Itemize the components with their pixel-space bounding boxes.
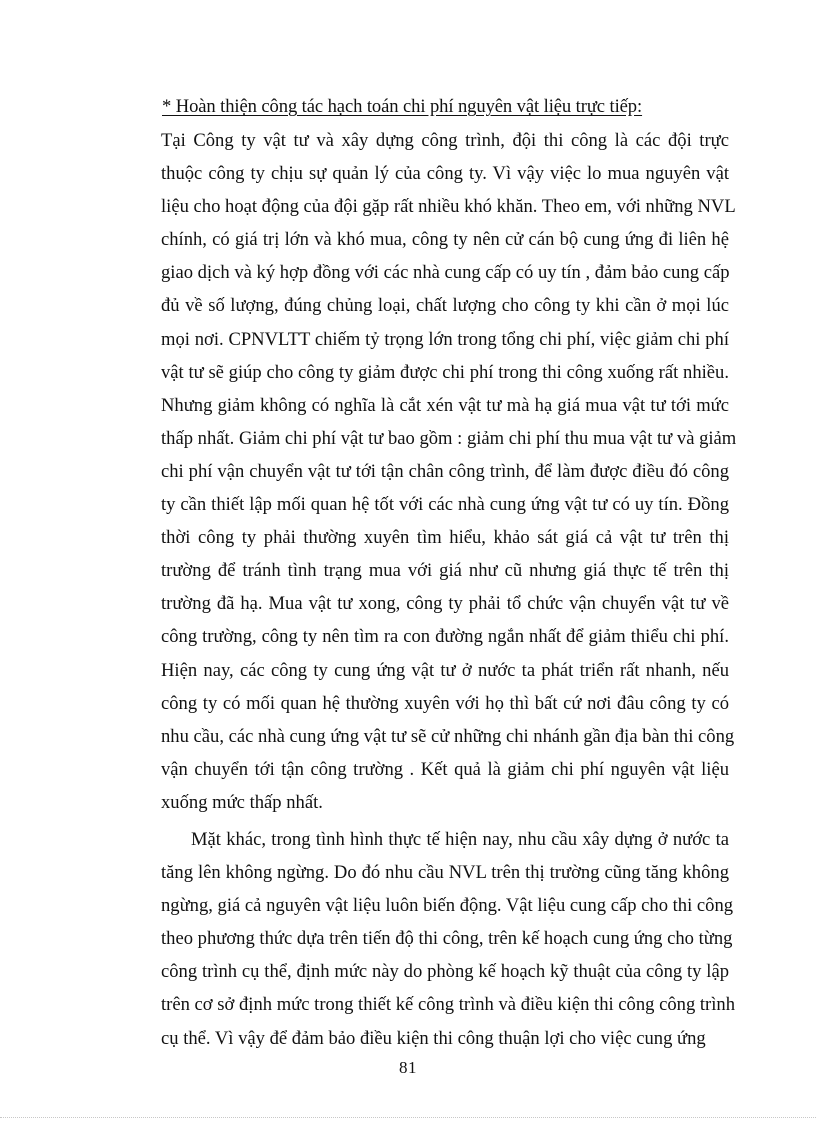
paragraph-line: thấp nhất. Giảm chi phí vật tư bao gồm : giảm chi phí thu mua vật tư và giảm <box>161 427 737 449</box>
paragraph-line: xuống mức thấp nhất. <box>161 791 323 813</box>
paragraph-line: thời công ty phải thường xuyên tìm hiểu, khảo sát giá cả vật tư trên thị <box>161 527 729 549</box>
paragraph-line: trường đã hạ. Mua vật tư xong, công ty phải tổ chức vận chuyển vật tư về <box>161 593 729 615</box>
paragraph-line: chi phí vận chuyển vật tư tới tận chân công trình, để làm được điều đó công <box>161 460 729 482</box>
paragraph-line: mọi nơi. CPNVLTT chiếm tỷ trọng lớn trong tổng chi phí, việc giảm chi phí <box>161 328 729 350</box>
paragraph-1 <box>161 124 737 819</box>
paragraph-line: công trường, công ty nên tìm ra con đường ngắn nhất để giảm thiểu chi phí. <box>161 626 729 648</box>
paragraph-line: tăng lên không ngừng. Do đó nhu cầu NVL trên thị trường cũng tăng không <box>161 862 729 884</box>
paragraph-line: ty cần thiết lập mối quan hệ tốt với các nhà cung ứng vật tư có uy tín. Đồng <box>161 494 729 516</box>
paragraph-line: cụ thể. Vì vậy để đảm bảo điều kiện thi công thuận lợi cho việc cung ứng <box>161 1027 706 1049</box>
paragraph-line: đủ về số lượng, đúng chủng loại, chất lượng cho công ty khi cần ở mọi lúc <box>161 295 729 317</box>
paragraph-line: trường để tránh tình trạng mua với giá như cũ nhưng giá thực tế trên thị <box>161 560 729 582</box>
paragraph-line: Nhưng giảm không có nghĩa là cắt xén vật tư mà hạ giá mua vật tư tới mức <box>161 394 729 416</box>
paragraph-line: ngừng, giá cả nguyên vật liệu luôn biến động. Vật liệu cung cấp cho thi công <box>161 895 734 917</box>
paragraph-line: Tại Công ty vật tư và xây dựng công trình, đội thi công là các đội trực <box>161 130 729 151</box>
paragraph-2 <box>161 823 736 1055</box>
paragraph-line: vận chuyển tới tận công trường . Kết quả là giảm chi phí nguyên vật liệu <box>161 758 729 780</box>
page-bottom-border <box>0 1117 816 1118</box>
page-number: 81 <box>399 1058 417 1077</box>
paragraph-line: Hiện nay, các công ty cung ứng vật tư ở nước ta phát triển rất nhanh, nếu <box>161 659 729 681</box>
paragraph-line: trên cơ sở định mức trong thiết kế công trình và điều kiện thi công công trình <box>161 994 736 1016</box>
paragraph-line: công ty có mối quan hệ thường xuyên với họ thì bất cứ nơi đâu công ty có <box>161 692 729 714</box>
section-heading: * Hoàn thiện công tác hạch toán chi phí nguyên vật liệu trực tiếp: <box>162 96 643 117</box>
paragraph-line: theo phương thức dựa trên tiến độ thi công, trên kế hoạch cung ứng cho từng <box>161 928 733 950</box>
paragraph-line: liệu cho hoạt động của đội gặp rất nhiều khó khăn. Theo em, với những NVL <box>161 196 736 218</box>
paragraph-line: thuộc công ty chịu sự quản lý của công ty. Vì vậy việc lo mua nguyên vật <box>161 163 729 185</box>
body-text <box>161 124 737 1055</box>
paragraph-line: chính, có giá trị lớn và khó mua, công ty nên cử cán bộ cung ứng đi liên hệ <box>161 229 729 251</box>
paragraph-line: vật tư sẽ giúp cho công ty giảm được chi phí trong thi công xuống rất nhiều. <box>161 361 729 383</box>
paragraph-line: nhu cầu, các nhà cung ứng vật tư sẽ cử những chi nhánh gần địa bàn thi công <box>161 725 735 747</box>
paragraph-line: công trình cụ thể, định mức này do phòng kế hoạch kỹ thuật của công ty lập <box>161 961 729 983</box>
paragraph-line: giao dịch và ký hợp đồng với các nhà cung cấp có uy tín , đảm bảo cung cấp <box>161 262 730 284</box>
paragraph-line: Mặt khác, trong tình hình thực tế hiện nay, nhu cầu xây dựng ở nước ta <box>191 828 729 850</box>
